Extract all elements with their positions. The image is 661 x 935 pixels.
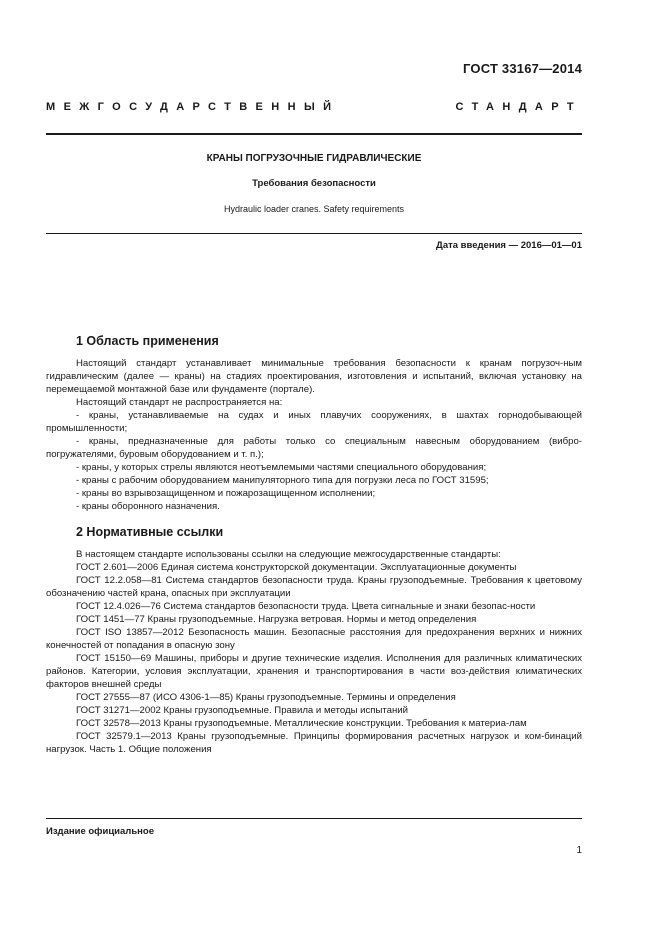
official-edition-label: Издание официальное xyxy=(46,826,154,837)
english-title: Hydraulic loader cranes. Safety requirements xyxy=(223,204,405,214)
reference-item: ГОСТ 12.2.058—81 Система стандартов безопасности труда. Краны грузоподъемные. Требования к цветовому обозначению частей крана, опасных при эксплуатации xyxy=(46,575,582,599)
introduction-date: Дата введения — 2016—01—01 xyxy=(436,240,582,251)
list-item: - краны, у которых стрелы являются неотъемлемыми частями специального оборудования; xyxy=(76,462,487,473)
reference-item: ГОСТ 31271—2002 Краны грузоподъемные. Правила и методы испытаний xyxy=(76,705,409,716)
footer-divider xyxy=(46,818,582,819)
page-number: 1 xyxy=(576,845,582,856)
section-2-heading: 2 Нормативные ссылки xyxy=(76,525,224,539)
reference-item: ГОСТ 2.601—2006 Единая система конструкторской документации. Эксплуатационные документы xyxy=(76,562,517,573)
title-divider xyxy=(46,233,582,234)
reference-item: ГОСТ 32578—2013 Краны грузоподъемные. Металлические конструкции. Требования к материа-лам xyxy=(76,718,527,729)
paragraph: В настоящем стандарте использованы ссылки на следующие межгосударственные стандарты: xyxy=(76,549,501,560)
header-divider xyxy=(46,133,582,135)
gost-number: ГОСТ 33167—2014 xyxy=(463,61,582,76)
interstate-standard-label: МЕЖГОСУДАРСТВЕННЫЙ СТАНДАРТ xyxy=(46,101,582,113)
list-item: - краны, устанавливаемые на судах и иных плавучих сооружениях, в шахтах горнодобывающей промышленности; xyxy=(46,410,582,434)
document-body xyxy=(46,333,582,756)
list-item: - краны, предназначенные для работы только со специальным навесным оборудованием (вибро-погружателями, буровым оборудованием и т. п.); xyxy=(46,436,582,460)
list-item: - краны оборонного назначения. xyxy=(76,501,220,512)
document-title: КРАНЫ ПОГРУЗОЧНЫЕ ГИДРАВЛИЧЕСКИЕ xyxy=(206,153,422,164)
reference-item: ГОСТ 32579.1—2013 Краны грузоподъемные. Принципы формирования расчетных нагрузок и ком-бинаций нагрузок. Часть 1. Общие положения xyxy=(46,731,582,755)
reference-item: ГОСТ 1451—77 Краны грузоподъемные. Нагрузка ветровая. Нормы и метод определения xyxy=(76,614,477,625)
paragraph: Настоящий стандарт не распространяется на: xyxy=(76,397,283,408)
section-1-heading: 1 Область применения xyxy=(76,334,219,348)
document-subtitle: Требования безопасности xyxy=(252,178,376,189)
list-item: - краны во взрывозащищенном и пожарозащищенном исполнении; xyxy=(76,488,376,499)
list-item: - краны с рабочим оборудованием манипуляторного типа для погрузки леса по ГОСТ 31595; xyxy=(76,475,489,486)
reference-item: ГОСТ 12.4.026—76 Система стандартов безопасности труда. Цвета сигнальные и знаки безопас-ности xyxy=(76,601,536,612)
paragraph: Настоящий стандарт устанавливает минимальные требования безопасности к кранам погрузоч-ным гидравлическим (далее — краны) на стадиях проектирования, изготовления и испытаний, включая установку на перемещаемой монтажной базе или фундаменте (портале). xyxy=(46,358,582,395)
reference-item: ГОСТ 27555—87 (ИСО 4306-1—85) Краны грузоподъемные. Термины и определения xyxy=(76,692,456,703)
reference-item: ГОСТ 15150—69 Машины, приборы и другие технические изделия. Исполнения для различных климатических районов. Категории, условия эксплуатации, хранения и транспортирования в части воз-действия климатических факторов внешней среды xyxy=(46,653,582,690)
reference-item: ГОСТ ISO 13857—2012 Безопасность машин. Безопасные расстояния для предохранения верхних и нижних конечностей от попадания в опасную зону xyxy=(46,627,582,651)
